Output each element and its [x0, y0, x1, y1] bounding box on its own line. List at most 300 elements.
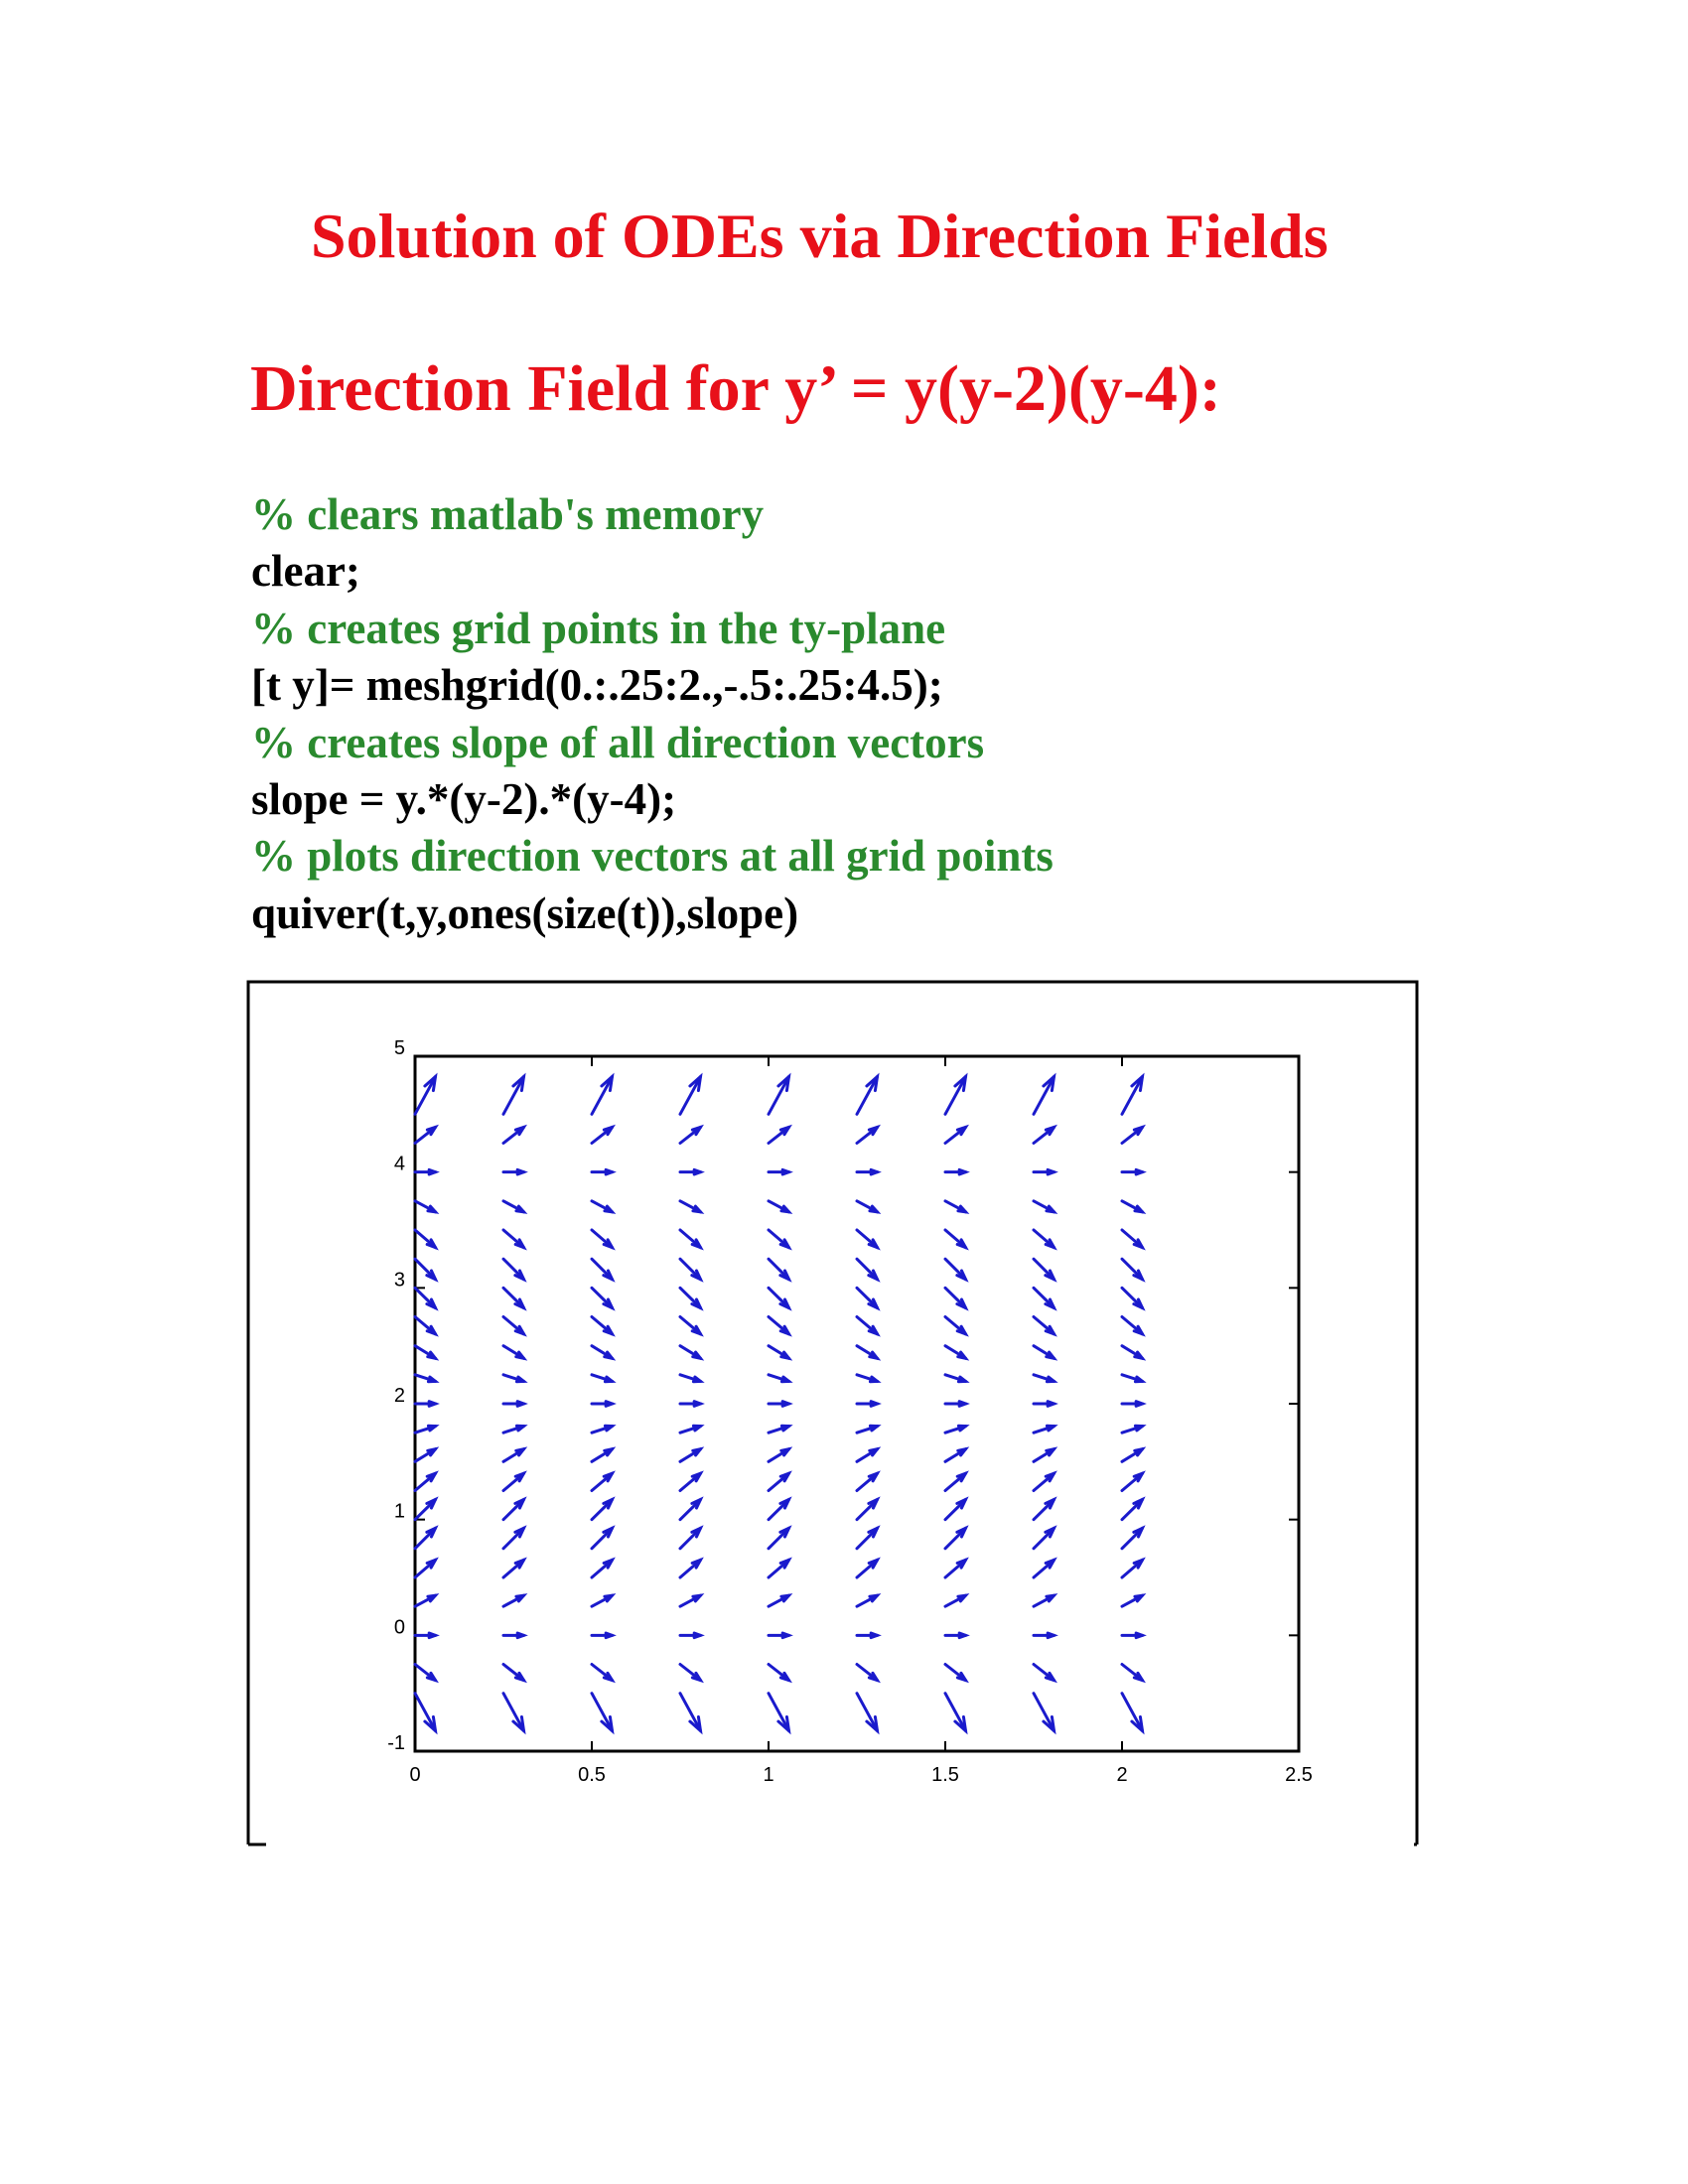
arrow-head: [870, 1449, 878, 1455]
arrow-head: [871, 1169, 877, 1174]
arrow-head: [515, 1299, 524, 1308]
arrow-shaft: [945, 1528, 966, 1548]
quiver-arrow: [769, 1595, 789, 1606]
quiver-arrow: [769, 1665, 789, 1681]
arrow-shaft: [1034, 1317, 1055, 1334]
arrow-shaft: [592, 1288, 613, 1307]
quiver-arrow: [1122, 1694, 1143, 1731]
quiver-arrow: [1122, 1500, 1143, 1520]
quiver-arrow: [503, 1500, 524, 1520]
quiver-arrow: [592, 1500, 613, 1520]
quiver-arrow: [945, 1665, 966, 1681]
quiver-arrow: [503, 1665, 524, 1681]
arrow-shaft: [945, 1500, 966, 1520]
arrow-shaft: [503, 1230, 524, 1248]
arrow-head: [692, 1673, 700, 1680]
arrow-head: [692, 1299, 701, 1308]
arrow-shaft: [592, 1528, 613, 1548]
arrow-shaft: [1034, 1473, 1055, 1490]
quiver-arrow: [503, 1230, 524, 1248]
arrow-shaft: [415, 1560, 436, 1577]
arrow-head: [604, 1473, 612, 1481]
arrow-shaft: [857, 1230, 878, 1248]
quiver-arrow: [592, 1426, 613, 1433]
arrow-shaft: [857, 1127, 878, 1143]
arrow-head: [516, 1206, 524, 1212]
arrow-shaft: [1122, 1259, 1143, 1279]
quiver-arrow: [769, 1449, 789, 1462]
quiver-arrow: [503, 1560, 524, 1577]
quiver-arrow: [680, 1077, 701, 1115]
quiver-arrow: [857, 1500, 878, 1520]
arrow-shaft: [857, 1665, 878, 1681]
arrow-head: [427, 1299, 436, 1308]
quiver-arrow: [945, 1288, 966, 1307]
arrow-shaft: [769, 1473, 789, 1490]
arrow-head: [1048, 1402, 1054, 1407]
arrow-head: [869, 1326, 877, 1334]
arrow-shaft: [769, 1595, 789, 1606]
arrow-shaft: [1034, 1346, 1055, 1359]
arrow-shaft: [415, 1665, 436, 1681]
arrow-head: [515, 1240, 523, 1248]
arrow-head: [958, 1352, 966, 1358]
arrow-head: [1134, 1673, 1142, 1680]
arrow-head: [957, 1673, 965, 1680]
y-tick-label: 0: [393, 1616, 405, 1639]
arrow-head: [959, 1169, 965, 1174]
quiver-arrow: [680, 1259, 701, 1279]
arrow-head: [692, 1473, 700, 1481]
arrow-head: [870, 1595, 878, 1601]
quiver-arrow: [945, 1595, 966, 1606]
arrow-head: [606, 1169, 612, 1174]
arrow-head: [427, 1127, 435, 1134]
arrow-shaft: [503, 1259, 524, 1279]
arrow-head: [781, 1449, 789, 1455]
arrow-head: [427, 1326, 435, 1334]
arrow-head: [604, 1500, 613, 1509]
arrow-head: [427, 1240, 435, 1248]
arrow-head: [693, 1426, 700, 1431]
arrow-head: [428, 1426, 435, 1431]
quiver-arrow: [945, 1473, 966, 1490]
arrow-head: [955, 1077, 966, 1091]
arrow-shaft: [680, 1694, 701, 1731]
arrow-head: [780, 1528, 789, 1537]
quiver-arrow: [769, 1127, 789, 1143]
quiver-arrow: [1122, 1633, 1143, 1638]
arrow-head: [780, 1240, 788, 1248]
arrow-head: [957, 1127, 965, 1134]
quiver-arrow: [769, 1402, 789, 1407]
arrow-head: [1046, 1299, 1055, 1308]
quiver-arrow: [1122, 1201, 1143, 1212]
quiver-arrow: [415, 1694, 436, 1731]
arrow-shaft: [1122, 1560, 1143, 1577]
arrow-shaft: [592, 1694, 613, 1731]
arrow-shaft: [592, 1500, 613, 1520]
quiver-arrow: [680, 1426, 701, 1433]
arrow-head: [694, 1402, 700, 1407]
arrow-head: [517, 1633, 523, 1638]
arrow-head: [605, 1377, 612, 1382]
arrow-head: [957, 1240, 965, 1248]
plot-axes: [415, 1056, 1299, 1751]
quiver-arrow: [680, 1230, 701, 1248]
arrow-head: [515, 1473, 523, 1481]
quiver-arrow: [1122, 1375, 1143, 1382]
arrow-shaft: [592, 1473, 613, 1490]
quiver-arrow: [945, 1259, 966, 1279]
arrow-shaft: [1034, 1288, 1055, 1307]
arrow-head: [1047, 1352, 1055, 1358]
quiver-arrow: [503, 1127, 524, 1143]
arrow-shaft: [1122, 1077, 1143, 1115]
quiver-arrow: [1122, 1528, 1143, 1548]
arrow-head: [780, 1127, 788, 1134]
arrow-head: [516, 1377, 523, 1382]
arrow-head: [958, 1206, 966, 1212]
arrow-shaft: [857, 1595, 878, 1606]
arrow-head: [604, 1673, 612, 1680]
quiver-arrow: [857, 1259, 878, 1279]
arrow-shaft: [945, 1375, 966, 1382]
quiver-arrow: [503, 1346, 524, 1359]
arrow-head: [1046, 1500, 1055, 1509]
arrow-shaft: [1122, 1694, 1143, 1731]
arrow-head: [869, 1240, 877, 1248]
x-tick-label: 0: [409, 1764, 421, 1786]
quiver-arrow: [1034, 1230, 1055, 1248]
quiver-arrow: [1034, 1473, 1055, 1490]
arrow-head: [427, 1560, 435, 1568]
arrow-head: [692, 1326, 700, 1334]
quiver-arrow: [592, 1402, 613, 1407]
arrow-head: [605, 1206, 613, 1212]
quiver-arrow: [1122, 1426, 1143, 1433]
quiver-arrow: [680, 1665, 701, 1681]
quiver-arrow: [945, 1426, 966, 1433]
quiver-arrow: [945, 1528, 966, 1548]
arrow-head: [957, 1473, 965, 1481]
quiver-arrow: [945, 1633, 966, 1638]
arrow-shaft: [945, 1127, 966, 1143]
quiver-arrow: [857, 1169, 878, 1174]
quiver-arrow: [945, 1077, 966, 1115]
arrow-head: [604, 1127, 612, 1134]
arrow-shaft: [945, 1595, 966, 1606]
arrow-head: [690, 1716, 701, 1730]
quiver-arrows: [415, 1077, 1143, 1731]
arrow-shaft: [415, 1449, 436, 1462]
arrow-shaft: [857, 1346, 878, 1359]
quiver-arrow: [415, 1127, 436, 1143]
arrow-head: [604, 1240, 612, 1248]
quiver-arrow: [1122, 1473, 1143, 1490]
quiver-arrow: [1122, 1259, 1143, 1279]
arrow-shaft: [680, 1500, 701, 1520]
arrow-shaft: [592, 1595, 613, 1606]
y-tick-label: 2: [393, 1385, 405, 1407]
quiver-arrow: [1034, 1127, 1055, 1143]
code-comment-meshgrid: % creates grid points in the ty-plane: [251, 603, 946, 653]
quiver-arrow: [1122, 1665, 1143, 1681]
quiver-arrow: [769, 1375, 789, 1382]
arrow-head: [867, 1077, 878, 1091]
arrow-shaft: [503, 1375, 524, 1382]
x-tick-label: 2.5: [1285, 1764, 1313, 1786]
arrow-shaft: [415, 1595, 436, 1606]
arrow-head: [780, 1326, 788, 1334]
arrow-shaft: [503, 1665, 524, 1681]
arrow-head: [780, 1271, 789, 1280]
arrow-shaft: [769, 1317, 789, 1334]
arrow-head: [692, 1500, 701, 1509]
arrow-shaft: [415, 1694, 436, 1731]
quiver-arrow: [857, 1346, 878, 1359]
arrow-head: [516, 1352, 524, 1358]
quiver-arrow: [680, 1500, 701, 1520]
quiver-arrow: [1034, 1169, 1055, 1174]
quiver-arrow: [769, 1473, 789, 1490]
arrow-head: [604, 1528, 613, 1537]
arrow-shaft: [592, 1346, 613, 1359]
quiver-arrow: [592, 1201, 613, 1212]
quiver-arrow: [592, 1169, 613, 1174]
code-slope: slope = y.*(y-2).*(y-4);: [251, 773, 677, 824]
quiver-arrow: [1034, 1500, 1055, 1520]
arrow-shaft: [857, 1201, 878, 1212]
arrow-shaft: [415, 1528, 436, 1548]
arrow-shaft: [1034, 1694, 1055, 1731]
arrow-head: [425, 1716, 436, 1730]
arrow-shaft: [857, 1500, 878, 1520]
quiver-arrow: [503, 1375, 524, 1382]
quiver-arrow: [503, 1169, 524, 1174]
arrow-shaft: [503, 1077, 524, 1115]
quiver-arrow: [680, 1449, 701, 1462]
y-tick-label: 3: [393, 1269, 405, 1292]
arrow-shaft: [857, 1449, 878, 1462]
quiver-arrow: [1122, 1449, 1143, 1462]
y-tick-label: 4: [393, 1153, 405, 1175]
quiver-arrow: [680, 1346, 701, 1359]
arrow-shaft: [1034, 1259, 1055, 1279]
x-tick-label: 0.5: [578, 1764, 606, 1786]
arrow-head: [869, 1500, 878, 1509]
arrow-head: [1132, 1077, 1143, 1091]
arrow-shaft: [680, 1665, 701, 1681]
arrow-shaft: [1122, 1500, 1143, 1520]
y-tick-label: 1: [393, 1500, 405, 1523]
quiver-arrow: [857, 1528, 878, 1548]
arrow-head: [1046, 1127, 1054, 1134]
arrow-shaft: [415, 1500, 436, 1520]
arrow-head: [869, 1528, 878, 1537]
arrow-shaft: [680, 1528, 701, 1548]
quiver-arrow: [857, 1560, 878, 1577]
quiver-arrow: [592, 1560, 613, 1577]
arrow-shaft: [945, 1230, 966, 1248]
arrow-shaft: [680, 1230, 701, 1248]
arrow-shaft: [769, 1375, 789, 1382]
arrow-head: [517, 1402, 523, 1407]
arrow-head: [428, 1595, 436, 1601]
arrow-head: [427, 1673, 435, 1680]
quiver-arrow: [415, 1317, 436, 1334]
quiver-arrow: [769, 1169, 789, 1174]
quiver-arrow: [1122, 1402, 1143, 1407]
arrow-head: [957, 1271, 966, 1280]
arrow-shaft: [769, 1665, 789, 1681]
quiver-arrow: [680, 1694, 701, 1731]
quiver-arrow: [945, 1449, 966, 1462]
arrow-shaft: [503, 1288, 524, 1307]
quiver-arrow: [945, 1201, 966, 1212]
arrow-head: [781, 1595, 789, 1601]
quiver-arrow: [503, 1201, 524, 1212]
quiver-arrow: [592, 1288, 613, 1307]
quiver-arrow: [1034, 1595, 1055, 1606]
arrow-shaft: [1122, 1427, 1143, 1433]
quiver-arrow: [415, 1665, 436, 1681]
quiver-arrow: [769, 1230, 789, 1248]
quiver-arrow: [592, 1230, 613, 1248]
arrow-shaft: [503, 1500, 524, 1520]
arrow-shaft: [945, 1427, 966, 1433]
quiver-arrow: [1122, 1317, 1143, 1334]
arrow-shaft: [857, 1427, 878, 1433]
quiver-arrow: [945, 1346, 966, 1359]
arrow-head: [1134, 1127, 1142, 1134]
arrow-shaft: [415, 1427, 436, 1433]
quiver-arrow: [680, 1127, 701, 1143]
quiver-arrow: [769, 1077, 789, 1115]
arrow-head: [693, 1595, 701, 1601]
quiver-arrow: [680, 1528, 701, 1548]
arrow-shaft: [945, 1694, 966, 1731]
arrow-shaft: [1034, 1427, 1055, 1433]
quiver-arrow: [592, 1694, 613, 1731]
arrow-shaft: [1034, 1449, 1055, 1462]
arrow-head: [604, 1299, 613, 1308]
quiver-arrow: [1034, 1694, 1055, 1731]
arrow-shaft: [945, 1560, 966, 1577]
arrow-head: [515, 1271, 524, 1280]
quiver-arrow: [503, 1426, 524, 1433]
arrow-head: [1134, 1299, 1143, 1308]
quiver-arrow: [680, 1595, 701, 1606]
arrow-shaft: [769, 1259, 789, 1279]
arrow-shaft: [415, 1473, 436, 1490]
arrow-head: [870, 1352, 878, 1358]
arrow-shaft: [1034, 1230, 1055, 1248]
quiver-arrow: [769, 1259, 789, 1279]
arrow-shaft: [1034, 1500, 1055, 1520]
arrow-shaft: [592, 1259, 613, 1279]
quiver-arrow: [1034, 1633, 1055, 1638]
quiver-arrow: [415, 1201, 436, 1212]
quiver-arrow: [857, 1077, 878, 1115]
quiver-arrow: [857, 1473, 878, 1490]
quiver-arrow: [1122, 1077, 1143, 1115]
arrow-head: [778, 1716, 789, 1730]
arrow-head: [778, 1077, 789, 1091]
arrow-shaft: [415, 1230, 436, 1248]
arrow-head: [957, 1560, 965, 1568]
arrow-head: [1047, 1595, 1055, 1601]
arrow-head: [1046, 1673, 1054, 1680]
arrow-shaft: [945, 1665, 966, 1681]
arrow-head: [1136, 1633, 1142, 1638]
arrow-head: [693, 1206, 701, 1212]
quiver-arrow: [857, 1402, 878, 1407]
quiver-arrow: [945, 1169, 966, 1174]
arrow-head: [693, 1377, 700, 1382]
quiver-arrow: [1034, 1426, 1055, 1433]
arrow-head: [604, 1271, 613, 1280]
quiver-arrow: [857, 1595, 878, 1606]
quiver-arrow: [592, 1595, 613, 1606]
axes-box: [415, 1056, 1299, 1751]
quiver-arrow: [415, 1473, 436, 1490]
arrow-head: [869, 1560, 877, 1568]
arrow-shaft: [1034, 1077, 1055, 1115]
arrow-shaft: [945, 1449, 966, 1462]
arrow-head: [692, 1240, 700, 1248]
arrow-shaft: [592, 1077, 613, 1115]
quiver-arrow: [1034, 1402, 1055, 1407]
figure-frame: [248, 982, 1417, 1844]
matlab-code-block: [251, 486, 1054, 942]
arrow-shaft: [503, 1473, 524, 1490]
quiver-arrow: [592, 1449, 613, 1462]
arrow-head: [515, 1673, 523, 1680]
arrow-shaft: [1122, 1449, 1143, 1462]
arrow-shaft: [857, 1528, 878, 1548]
arrow-shaft: [503, 1560, 524, 1577]
arrow-head: [602, 1077, 613, 1091]
arrow-head: [605, 1352, 613, 1358]
quiver-arrow: [680, 1560, 701, 1577]
quiver-arrow: [857, 1375, 878, 1382]
quiver-arrow: [415, 1288, 436, 1307]
arrow-shaft: [680, 1595, 701, 1606]
arrow-head: [1132, 1716, 1143, 1730]
arrow-head: [1136, 1402, 1142, 1407]
arrow-head: [780, 1560, 788, 1568]
arrow-head: [1047, 1206, 1055, 1212]
figure-border: [248, 982, 1417, 1844]
quiver-arrow: [1034, 1560, 1055, 1577]
arrow-head: [429, 1402, 435, 1407]
arrow-head: [869, 1473, 877, 1481]
arrow-shaft: [503, 1694, 524, 1731]
arrow-head: [1136, 1169, 1142, 1174]
arrow-head: [692, 1127, 700, 1134]
quiver-arrow: [503, 1317, 524, 1334]
arrow-head: [515, 1127, 523, 1134]
arrow-shaft: [503, 1449, 524, 1462]
arrow-head: [1048, 1169, 1054, 1174]
arrow-head: [1047, 1449, 1055, 1455]
quiver-arrow: [592, 1259, 613, 1279]
arrow-head: [780, 1500, 789, 1509]
arrow-head: [781, 1426, 788, 1431]
x-axis-ticks: [409, 1056, 1312, 1786]
quiver-arrow: [1122, 1346, 1143, 1359]
